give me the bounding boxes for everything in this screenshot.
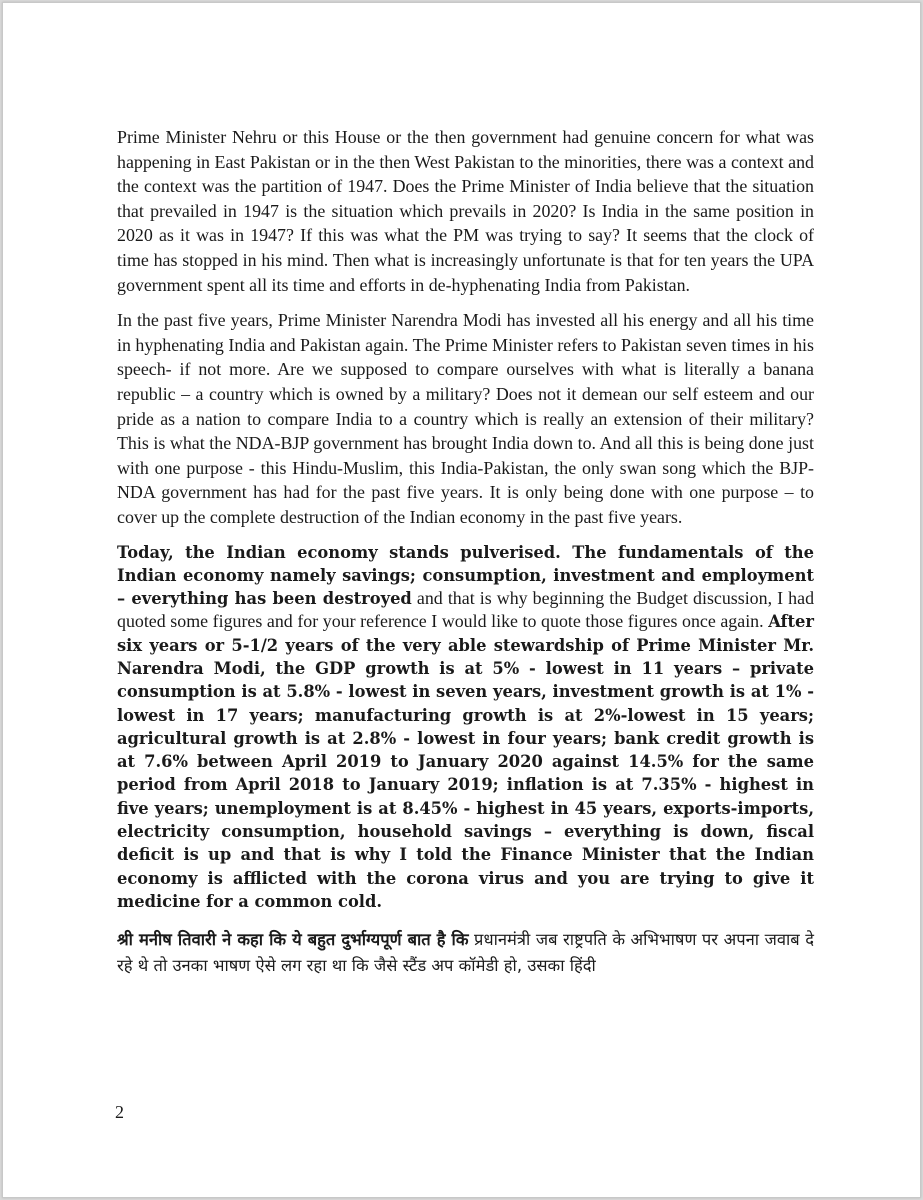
document-body — [117, 125, 814, 990]
paragraph-economy — [117, 541, 814, 914]
page-number: 2 — [115, 1102, 124, 1122]
hindi-normal-text: प्रधानमंत्री जब राष्ट्रपति के अभिभाषण पर अपना जवाब दे रहे थे तो उनका भाषण ऐसे लग रहा था कि जैसे स्टैंड अप कॉमेडी हो, उसका हिंदी — [117, 930, 815, 976]
economy-lead-bold: Today, the Indian economy stands pulverised. The fundamentals of the Indian economy namely savings; consumption, investment and employment – everything has been destroyed — [117, 542, 814, 609]
document-page — [2, 2, 921, 1198]
economy-figures-bold: After six years or 5-1/2 years of the very able stewardship of Prime Minister Mr. Narendra Modi, the GDP growth is at 5% - lowest in 11 years – private consumption is at 5.8% - lowest in seven years, investment growth is at 1% -lowest in 17 years; manufacturing growth is at 2%-lowest in 15 years; agricultural growth is at 2.8% - lowest in four years; bank credit growth is at 7.6% between April 2019 to January 2020 against 14.5% for the same period from April 2018 to January 2019; inflation is at 7.35% - highest in five years; unemployment is at 8.45% - highest in 45 years, exports-imports, electricity consumption, household savings – everything is down, fiscal deficit is up and that is why I told the Finance Minister that the Indian economy is afflicted with the corona virus and you are trying to give it medicine for a common cold. — [117, 612, 814, 911]
paragraph-hindi — [117, 927, 814, 979]
hindi-lead-bold: श्री मनीष तिवारी ने कहा कि ये बहुत दुर्भाग्यपूर्ण बात है कि — [117, 930, 469, 950]
economy-normal-text: and that is why beginning the Budget discussion, I had quoted some figures and for your reference I would like to quote those figures once again. — [117, 588, 815, 632]
paragraph-partition-context: Prime Minister Nehru or this House or the then government had genuine concern for what was happening in East Pakistan or in the then West Pakistan to the minorities, there was a context and the context was the partition of 1947. Does the Prime Minister of India believe that the situation that prevailed in 1947 is the situation which prevails in 2020? Is India in the same position in 2020 as it was in 1947? If this was what the PM was trying to say? It seems that the clock of time has stopped in his mind. Then what is increasingly unfortunate is that for ten years the UPA government spent all its time and efforts in de-hyphenating India from Pakistan. — [117, 127, 814, 295]
paragraph-india-pakistan: In the past five years, Prime Minister Narendra Modi has invested all his energy and all his time in hyphenating India and Pakistan again. The Prime Minister refers to Pakistan seven times in his speech- if not more. Are we supposed to compare ourselves with what is literally a banana republic – a country which is owned by a military? Does not it demean our self esteem and our pride as a nation to compare India to a country which is really an extension of their military? This is what the NDA-BJP government has brought India down to. And all this is being done just with one purpose - this Hindu-Muslim, this India-Pakistan, the only swan song which the BJP-NDA government has had for the past five years. It is only being done with one purpose – to cover up the complete destruction of the Indian economy in the past five years. — [117, 310, 814, 527]
